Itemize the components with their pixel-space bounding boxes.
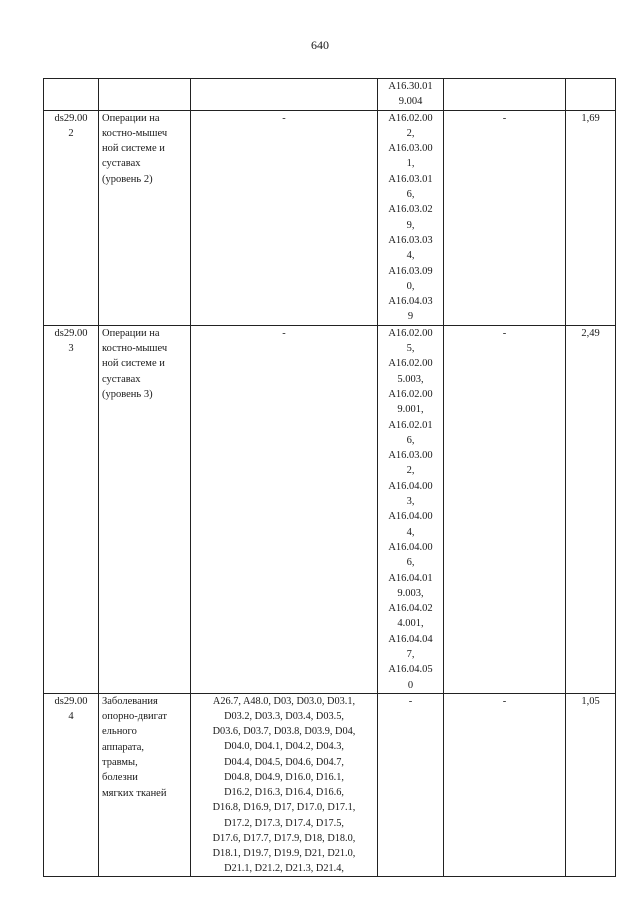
diagnosis-code-line: D16.2, D16.3, D16.4, D16.6,	[224, 787, 344, 799]
group-name-line: суставах	[102, 373, 141, 385]
diagnosis-codes-cell	[191, 325, 378, 693]
service-code-line: 4,	[406, 526, 415, 538]
diagnosis-codes-cell	[191, 110, 378, 325]
group-name-line: Операции на	[102, 327, 160, 339]
service-code-line: 9.001,	[397, 404, 424, 416]
table-row	[44, 110, 616, 325]
diagnosis-code-line: -	[282, 327, 286, 339]
group-name-line: суставах	[102, 158, 141, 170]
group-name-line: ной системе и	[102, 358, 165, 370]
diagnosis-code-line: D21.1, D21.2, D21.3, D21.4,	[224, 863, 344, 875]
service-code-line: A16.03.02	[388, 204, 433, 216]
service-code-line: 4,	[406, 250, 415, 262]
group-name-line: костно-мышеч	[102, 127, 168, 139]
diagnosis-code-line: D04.0, D04.1, D04.2, D04.3,	[224, 741, 344, 753]
extra-criteria-cell: -	[444, 110, 566, 325]
service-codes-cell	[378, 693, 444, 876]
service-code-line: 9.003,	[397, 587, 424, 599]
service-code-line: 2,	[406, 465, 415, 477]
service-code-line: A16.02.01	[388, 419, 433, 431]
coefficient-cell: 1,05	[566, 693, 616, 876]
group-name-cell	[99, 79, 191, 111]
service-code-line: 5.003,	[397, 373, 424, 385]
diagnosis-code-line: D04.8, D04.9, D16.0, D16.1,	[224, 771, 344, 783]
service-code-line: A16.03.00	[388, 143, 433, 155]
diagnosis-code-line: D03.6, D03.7, D03.8, D03.9, D04,	[212, 726, 356, 738]
service-code-line: 6,	[406, 434, 415, 446]
diagnosis-code-line: D04.4, D04.5, D04.6, D04.7,	[224, 756, 344, 768]
group-name-cell	[99, 325, 191, 693]
group-name-line: мягких тканей	[102, 787, 167, 799]
diagnosis-code-line: -	[282, 112, 286, 124]
group-code-cell	[44, 693, 99, 876]
coefficient-cell: 1,69	[566, 110, 616, 325]
service-code-line: 6,	[406, 189, 415, 201]
group-name-cell	[99, 693, 191, 876]
service-code-line: A16.04.00	[388, 511, 433, 523]
group-name-line: костно-мышеч	[102, 343, 168, 355]
service-code-line: 4.001,	[397, 618, 424, 630]
service-code-line: A16.02.00	[388, 112, 433, 124]
diagnosis-codes-cell	[191, 693, 378, 876]
service-code-line: A16.03.09	[388, 265, 433, 277]
service-code-line: A16.02.00	[388, 327, 433, 339]
group-name-line: Заболевания	[102, 695, 158, 707]
extra-criteria-cell: -	[444, 325, 566, 693]
service-code-line: 2,	[406, 127, 415, 139]
group-name-cell	[99, 110, 191, 325]
service-code-line: 7,	[406, 648, 415, 660]
service-code-line: A16.04.00	[388, 480, 433, 492]
diagnosis-codes-cell	[191, 79, 378, 111]
table-row	[44, 79, 616, 111]
group-code-cell	[44, 110, 99, 325]
group-code-cell	[44, 325, 99, 693]
tariff-table	[43, 78, 616, 877]
service-code-line: 3,	[406, 496, 415, 508]
diagnosis-code-line: D16.8, D16.9, D17, D17.0, D17.1,	[212, 802, 356, 814]
service-code-line: A16.03.00	[388, 450, 433, 462]
service-code-line: 9.004	[398, 96, 423, 108]
service-code-line: 0,	[406, 280, 415, 292]
diagnosis-code-line: D17.6, D17.7, D17.9, D18, D18.0,	[212, 832, 356, 844]
service-code-line: A16.03.01	[388, 173, 433, 185]
service-code-line: 9	[407, 311, 414, 323]
service-code-line: 0	[407, 679, 414, 691]
diagnosis-code-line: D17.2, D17.3, D17.4, D17.5,	[224, 817, 344, 829]
service-code-line: A16.04.00	[388, 541, 433, 553]
group-code-line: 2	[68, 127, 74, 139]
diagnosis-code-line: D03.2, D03.3, D03.4, D03.5,	[224, 711, 344, 723]
group-name-line: аппарата,	[102, 741, 145, 753]
service-code-line: 9,	[406, 219, 415, 231]
group-name-line: (уровень 2)	[102, 173, 153, 185]
service-codes-cell	[378, 325, 444, 693]
service-codes-cell	[378, 110, 444, 325]
service-code-line: 5,	[406, 343, 415, 355]
table-row	[44, 325, 616, 693]
diagnosis-code-line: D18.1, D19.7, D19.9, D21, D21.0,	[212, 847, 356, 859]
group-name-line: травмы,	[102, 757, 138, 769]
coefficient-cell: 2,49	[566, 325, 616, 693]
group-code-line: 4	[68, 711, 74, 723]
extra-criteria-cell: -	[444, 693, 566, 876]
service-code-line: A16.04.02	[388, 603, 433, 615]
group-name-line: ельного	[102, 726, 137, 738]
extra-criteria-cell	[444, 79, 566, 111]
service-codes-cell	[378, 79, 444, 111]
service-code-line: A16.04.01	[388, 572, 433, 584]
group-code-line: ds29.00	[54, 327, 88, 339]
service-code-line: A16.04.05	[388, 664, 433, 676]
diagnosis-code-line: A26.7, A48.0, D03, D03.0, D03.1,	[212, 695, 356, 707]
service-code-line: A16.04.04	[388, 633, 433, 645]
service-code-line: A16.30.01	[388, 81, 433, 92]
group-name-line: ной системе и	[102, 143, 165, 155]
service-code-line: A16.02.00	[388, 358, 433, 370]
group-name-line: болезни	[102, 772, 138, 784]
group-code-line: 3	[68, 343, 74, 355]
service-code-line: 6,	[406, 557, 415, 569]
page-number: 640	[311, 38, 329, 52]
group-code-line: ds29.00	[54, 112, 88, 124]
group-code-cell	[44, 79, 99, 111]
coefficient-cell	[566, 79, 616, 111]
service-code-line: A16.03.03	[388, 234, 433, 246]
service-code-line: A16.04.03	[388, 296, 433, 308]
group-name-line: (уровень 3)	[102, 388, 153, 400]
service-code-line: A16.02.00	[388, 388, 433, 400]
group-code-line: ds29.00	[54, 695, 88, 707]
table-row	[44, 693, 616, 876]
service-code-line: -	[408, 695, 413, 707]
group-name-line: опорно-двигат	[102, 711, 167, 723]
service-code-line: 1,	[406, 158, 415, 170]
group-name-line: Операции на	[102, 112, 160, 124]
